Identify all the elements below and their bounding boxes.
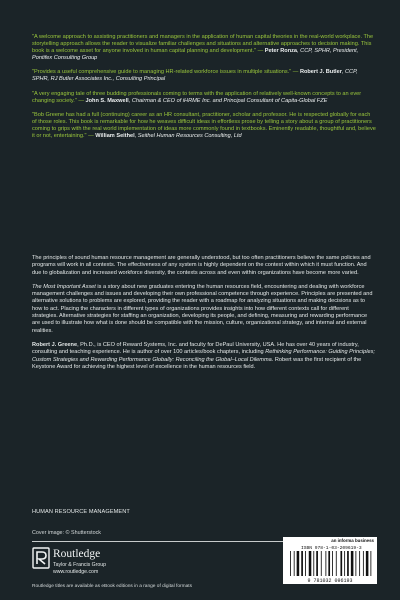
barcode-digits: 9 781032 096193 bbox=[307, 578, 353, 583]
quote-affiliation: , CCP, SPHR, President, Pontifex Consulting Group bbox=[32, 48, 359, 62]
informa-tagline: an informa business bbox=[331, 538, 374, 543]
author-bio: Robert J. Greene, Ph.D., is CEO of Reward Systems, Inc. and faculty for DePaul University, USA. He has over 40 years of industry, consulting and teaching experience. He is author of over 100 articles/book chapters, including Rethinking Performance: Guiding Principles; Custom Strategies and Rewarding Performance Globally: Reconciling the Global–Local Dilemma. Robert was the first recipient of the Keystone Award for achieving the highest level of excellence in the human resources field. bbox=[32, 341, 375, 370]
barcode-bar bbox=[336, 551, 337, 576]
description-paragraph: The Most Important Asset is a story about new graduates entering the human resources field, encountering and dealing with workforce management challenges and issues and developing their own professional competence through experience. Principles are presented and alternative solutions to problems are explored, providing the reader with a roadmap for analyzing situations and making decisions as to how to act. Placing the characters in different types of organizations provides insights into how different contexts call for different strategies. Alternative strategies for staffing an organization, developing its people, and defining, measuring and rewarding performance are used to illustrate how what is done should be compatible with the mission, culture, organizational strategy, and internal and external realities. bbox=[32, 283, 373, 334]
publisher-name: Routledge bbox=[53, 548, 101, 560]
barcode-bar bbox=[321, 551, 322, 576]
publisher-logo bbox=[32, 545, 162, 585]
quote-author: John S. Maxwell bbox=[85, 97, 129, 104]
description bbox=[32, 255, 376, 378]
barcode-bar bbox=[370, 551, 371, 576]
quote-text: "A very engaging tale of three budding professionals coming to terms with the application of relatively well-known concepts to an ever changing society." — bbox=[32, 90, 362, 104]
barcode-bar bbox=[340, 551, 342, 576]
barcode-bar bbox=[344, 551, 345, 576]
barcode-bar bbox=[297, 551, 300, 576]
quote-text: "A welcome approach to assisting practitioners and managers in the application of human capital theories in the real-world workplace. The storytelling approach allows the reader to visualize familiar challenges and situations and alternative approaches to decision making. This book is a welcome asset for anyone involved in human capital planning and development." — bbox=[32, 34, 374, 55]
barcode-bar bbox=[309, 551, 312, 576]
barcode-bar bbox=[294, 551, 295, 576]
author-name: Robert J. Greene bbox=[32, 341, 78, 348]
quote-text: "Provides a useful comprehensive guide to managing HR-related workforce issues in multiple situations." — bbox=[32, 69, 300, 76]
endorsements bbox=[32, 34, 376, 147]
barcode-bar bbox=[325, 551, 326, 576]
routledge-logo-icon bbox=[32, 547, 50, 569]
quote-affiliation: , Seithel Human Resources Consulting, Ltd bbox=[134, 133, 242, 140]
quote-affiliation: , Chairman & CEO of iHRME Inc. and Principal Consultant of Capita-Global FZE bbox=[128, 97, 328, 104]
quote-author: William Seithel bbox=[95, 133, 135, 140]
barcode-bar bbox=[328, 551, 330, 576]
endorsement-quote bbox=[32, 112, 376, 140]
ebook-note: Routledge titles are available as eBook editions in a range of digital formats bbox=[32, 584, 192, 589]
publisher-group: Taylor & Francis Group bbox=[53, 562, 107, 568]
barcode-bar bbox=[332, 551, 333, 576]
barcode-bar bbox=[347, 551, 349, 576]
barcode-bar bbox=[316, 551, 318, 576]
endorsement-quote bbox=[32, 69, 376, 83]
barcode-bar bbox=[313, 551, 314, 576]
quote-author: Robert J. Butler bbox=[299, 69, 342, 76]
book-title: The Most Important Asset bbox=[32, 283, 96, 290]
barcode-bar bbox=[305, 551, 306, 576]
barcode-bar bbox=[366, 551, 369, 576]
barcode-bar bbox=[355, 551, 356, 576]
barcode-bar bbox=[290, 551, 291, 576]
endorsement-quote bbox=[32, 91, 376, 105]
quote-text: "Bob Greene has had a full (continuing) career as an HR consultant, practitioner, scholar and professor. He is respected globally for each of those roles. This book is remarkable for how he weaves difficult ideas in effortless prose by telling a story about a group of practitioners coming to grips with the real world implementation of ideas more commonly found in textbooks. Eminently readable, thoughtful and, believe it or not, entertaining." — bbox=[32, 111, 376, 140]
publisher-url: www.routledge.com bbox=[53, 569, 99, 575]
barcode-bar bbox=[301, 551, 303, 576]
isbn-label: ISBN 978-1-03-209619-3 bbox=[301, 546, 362, 551]
quote-author: Peter Ronza bbox=[264, 48, 298, 55]
endorsement-quote bbox=[32, 34, 376, 62]
description-paragraph: The principles of sound human resource management are generally understood, but too often practitioners believe the same policies and programs will work in all contexts. The effectiveness of any system is highly dependent on the context within which it must function. And due to globalization and increased workforce diversity, the contexts across and even within organizations have become more varied. bbox=[32, 255, 371, 276]
other-titles: Rethinking Performance: Guiding Principles; Custom Strategies and Rewarding Performance Globally: Reconciling the Global–Local Dilemma bbox=[32, 349, 375, 363]
barcode-bar bbox=[363, 551, 364, 576]
barcode-bar bbox=[351, 551, 354, 576]
barcode-bar bbox=[359, 551, 360, 576]
cover-credit: Cover image: © Shutterstock bbox=[32, 530, 101, 536]
barcode-icon bbox=[286, 551, 374, 583]
quote-affiliation: , CCP, SPHR, RJ Butler Associates Inc., Consulting Principal bbox=[32, 69, 358, 83]
barcode bbox=[283, 537, 377, 584]
subject-category: HUMAN RESOURCE MANAGEMENT bbox=[32, 509, 130, 515]
